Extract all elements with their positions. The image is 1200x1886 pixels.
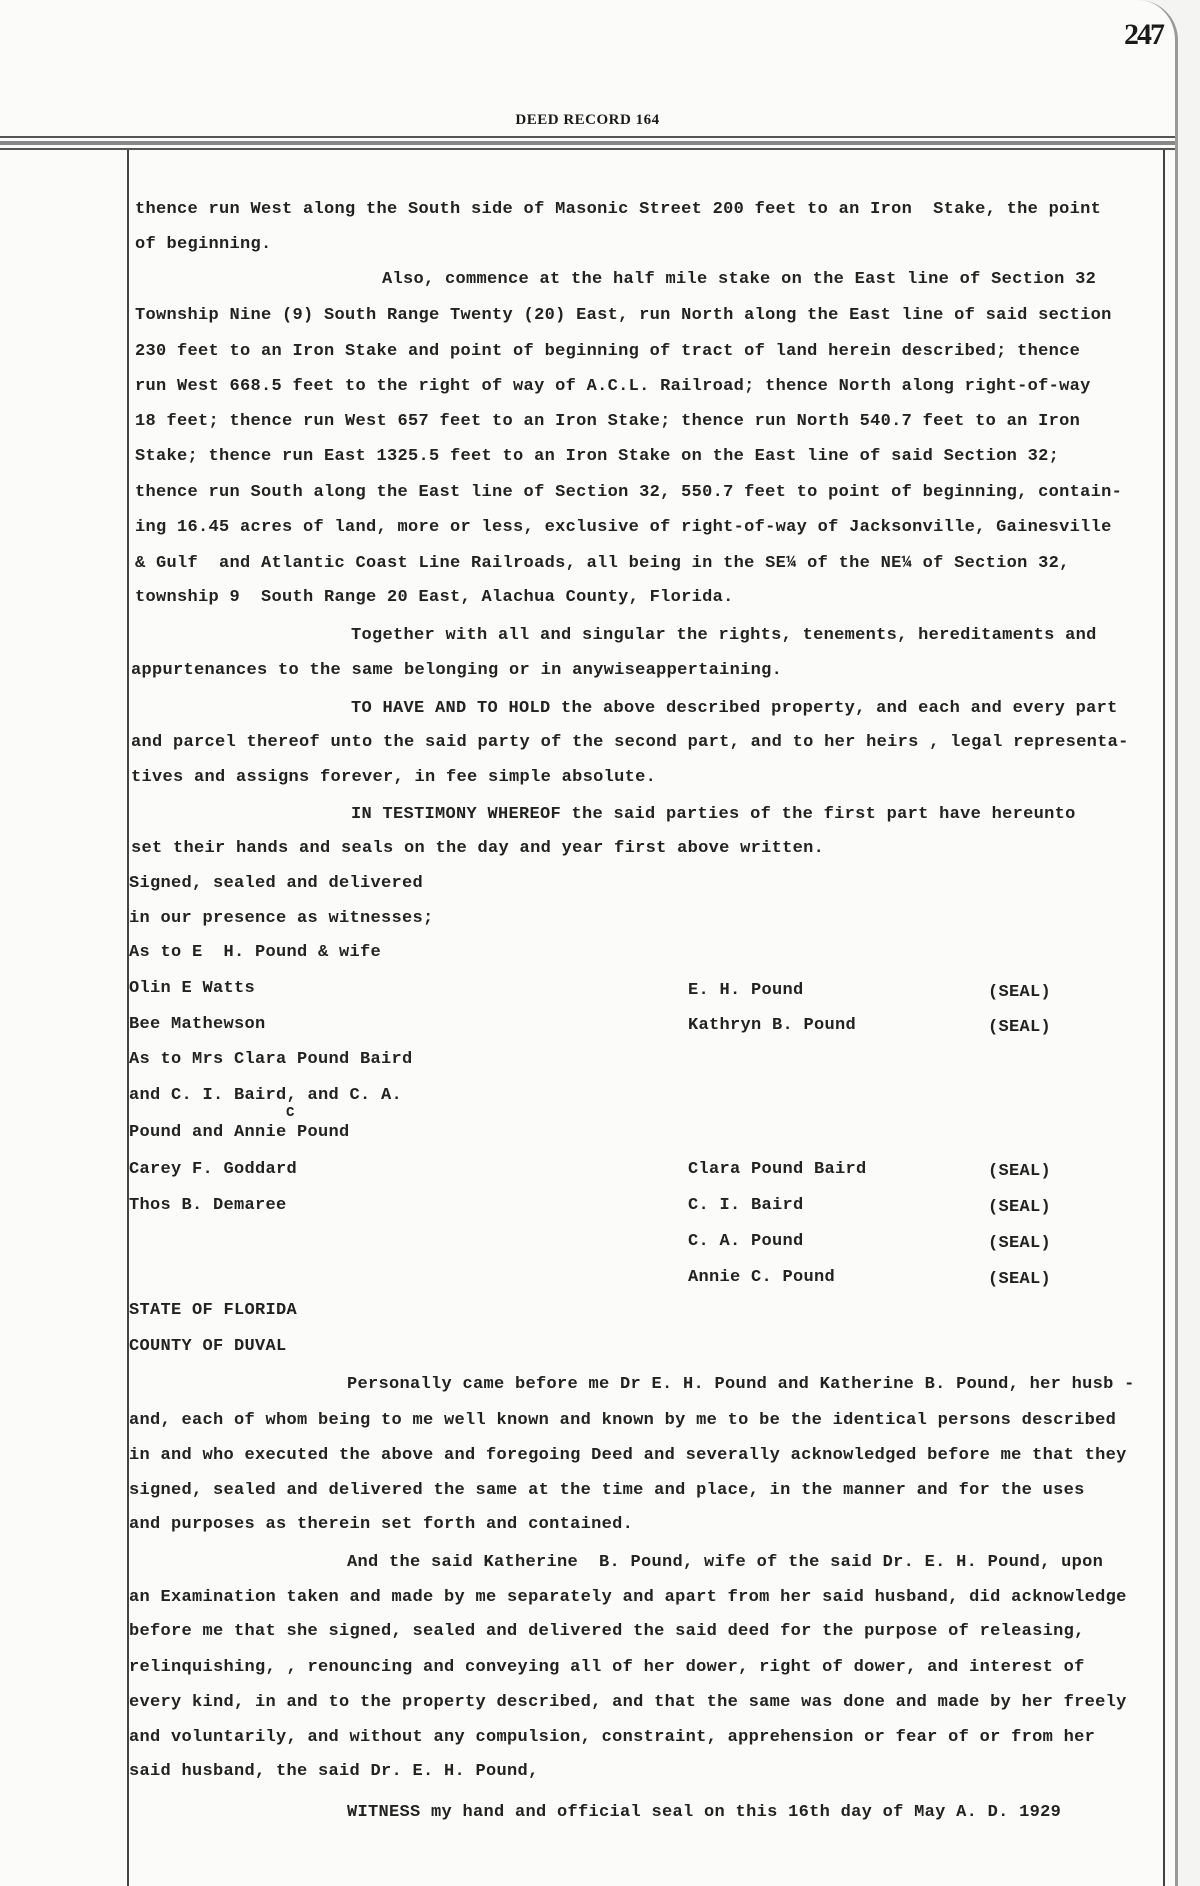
text-line: in our presence as witnesses; [129,909,434,928]
signatory-name: Kathryn B. Pound [688,1016,857,1035]
text-line: signed, sealed and delivered the same at the time and place, in the manner and for the uses [129,1481,1085,1500]
right-margin-line [1163,150,1165,1886]
seal-label: (SEAL) [988,1234,1052,1253]
text-line: relinquishing, , renouncing and conveying all of her dower, right of dower, and interest of [129,1658,1085,1677]
text-line: in and who executed the above and foregoing Deed and severally acknowledged before me that they [129,1446,1127,1465]
seal-label: (SEAL) [988,1018,1052,1037]
witness-heading: As to Mrs Clara Pound Baird [129,1050,413,1069]
witness-name: Bee Mathewson [129,1015,266,1034]
text-line: thence run West along the South side of Masonic Street 200 feet to an Iron Stake, the point [135,200,1102,219]
text-line: Signed, sealed and delivered [129,874,424,893]
text-line: and purposes as therein set forth and contained. [129,1515,634,1534]
text-line: every kind, in and to the property described, and that the same was done and made by her freely [129,1693,1127,1712]
witness-name: Thos B. Demaree [129,1196,287,1215]
record-header: DEED RECORD 164 [515,112,660,128]
seal-label: (SEAL) [988,1162,1052,1181]
text-line: and voluntarily, and without any compulsion, constraint, apprehension or fear of or from her [129,1728,1096,1747]
interlineation: C [286,1105,295,1121]
signatory-name: C. A. Pound [688,1232,804,1251]
text-line: Also, commence at the half mile stake on the East line of Section 32 [382,270,1097,289]
text-line: appurtenances to the same belonging or in anywiseappertaining. [131,661,783,680]
text-line: 18 feet; thence run West 657 feet to an Iron Stake; thence run North 540.7 feet to an Iron [135,412,1081,431]
signatory-name: C. I. Baird [688,1196,804,1215]
seal-label: (SEAL) [988,1198,1052,1217]
text-line: And the said Katherine B. Pound, wife of the said Dr. E. H. Pound, upon [347,1553,1104,1572]
text-line: TO HAVE AND TO HOLD the above described property, and each and every part [351,699,1118,718]
text-line: thence run South along the East line of Section 32, 550.7 feet to point of beginning, contain- [135,483,1123,502]
text-line: run West 668.5 feet to the right of way of A.C.L. Railroad; thence North along right-of-way [135,377,1091,396]
text-line: Personally came before me Dr E. H. Pound and Katherine B. Pound, her husb - [347,1375,1135,1394]
text-line: before me that she signed, sealed and delivered the said deed for the purpose of releasing, [129,1622,1085,1641]
text-line: and, each of whom being to me well known and known by me to be the identical persons described [129,1411,1117,1430]
text-line: ing 16.45 acres of land, more or less, exclusive of right-of-way of Jacksonville, Gainesville [135,518,1112,537]
header-rule [0,148,1175,150]
text-line: IN TESTIMONY WHEREOF the said parties of the first part have hereunto [351,805,1076,824]
witness-name: Carey F. Goddard [129,1160,298,1179]
text-line: tives and assigns forever, in fee simple absolute. [131,768,657,787]
text-line: an Examination taken and made by me separately and apart from her said husband, did acknowledge [129,1588,1127,1607]
text-line: & Gulf and Atlantic Coast Line Railroads, all being in the SE¼ of the NE¼ of Section 32, [135,554,1070,573]
text-line: WITNESS my hand and official seal on this 16th day of May A. D. 1929 [347,1803,1062,1822]
text-line: 230 feet to an Iron Stake and point of beginning of tract of land herein described; thence [135,342,1081,361]
text-line: of beginning. [135,235,272,254]
header-rule [0,141,1175,145]
text-line: set their hands and seals on the day and year first above written. [131,839,825,858]
text-line: township 9 South Range 20 East, Alachua County, Florida. [135,588,734,607]
text-line: Stake; thence run East 1325.5 feet to an Iron Stake on the East line of said Section 32; [135,447,1060,466]
signatory-name: Clara Pound Baird [688,1160,867,1179]
witness-heading: Pound and Annie Pound [129,1123,350,1142]
venue-state: STATE OF FLORIDA [129,1301,298,1320]
header-rule [0,136,1175,138]
seal-label: (SEAL) [988,983,1052,1002]
witness-name: Olin E Watts [129,979,256,998]
signatory-name: Annie C. Pound [688,1268,836,1287]
text-line: Together with all and singular the rights, tenements, hereditaments and [351,626,1097,645]
text-line: and parcel thereof unto the said party of the second part, and to her heirs , legal representa- [131,733,1129,752]
signatory-name: E. H. Pound [688,981,804,1000]
venue-county: COUNTY OF DUVAL [129,1337,287,1356]
page-number: 247 [1124,18,1163,51]
text-line: Township Nine (9) South Range Twenty (20) East, run North along the East line of said section [135,306,1112,325]
seal-label: (SEAL) [988,1270,1052,1289]
text-line: said husband, the said Dr. E. H. Pound, [129,1762,539,1781]
witness-heading: As to E H. Pound & wife [129,943,382,962]
witness-heading: and C. I. Baird, and C. A. [129,1086,403,1105]
